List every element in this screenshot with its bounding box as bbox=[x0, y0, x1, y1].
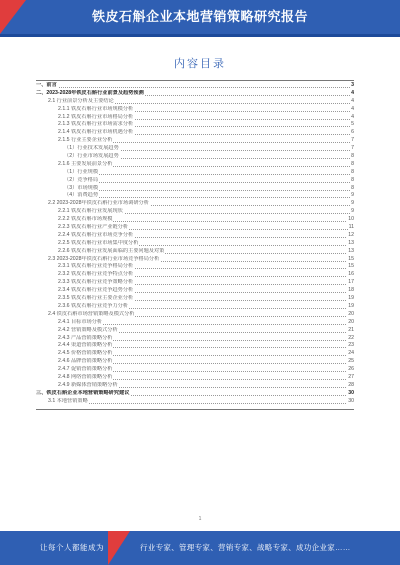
toc-entry-page: 30 bbox=[348, 397, 354, 404]
toc-entry-text: 2.3.5 铁皮石斛行业主要企业分析 bbox=[58, 295, 134, 302]
toc-entry-page: 11 bbox=[348, 224, 354, 231]
footer-tagline: 行业专家、管理专家、营销专家、战略专家、成功企业家…… bbox=[140, 543, 351, 552]
toc-entry-text: 2.3.1 铁皮石斛行业竞争格局分析 bbox=[58, 263, 134, 270]
toc-entry-text: 2.2.3 铁皮石斛行业产业链分析 bbox=[58, 224, 129, 231]
toc-entry-text: 2.2.6 铁皮石斛行业发展面临的主要问题及对策 bbox=[58, 247, 165, 254]
toc-row[interactable] bbox=[36, 137, 354, 145]
toc-entry-page: 9 bbox=[351, 200, 354, 207]
toc-entry-page: 23 bbox=[348, 342, 354, 349]
toc-entry-page: 25 bbox=[348, 358, 354, 365]
toc-entry-page: 24 bbox=[348, 350, 354, 357]
toc-row[interactable] bbox=[36, 342, 354, 350]
toc-entry-page: 13 bbox=[348, 239, 354, 246]
table-of-contents bbox=[36, 82, 354, 406]
toc-row[interactable] bbox=[36, 216, 354, 224]
toc-entry-page: 19 bbox=[348, 302, 354, 309]
toc-entry-text: 2.4.4 渠道营销策略分析 bbox=[58, 342, 113, 349]
toc-row[interactable] bbox=[36, 319, 354, 327]
toc-row[interactable] bbox=[36, 327, 354, 335]
toc-entry-page: 7 bbox=[351, 145, 354, 152]
toc-row[interactable] bbox=[36, 192, 354, 200]
toc-entry-page: 19 bbox=[348, 295, 354, 302]
toc-entry-text: （2）竞争格局 bbox=[64, 176, 99, 183]
toc-entry-text: 2.2 2023-2028年铁皮石斛行业市场调研分析 bbox=[48, 200, 149, 207]
toc-row[interactable] bbox=[36, 114, 354, 122]
toc-entry-page: 22 bbox=[348, 334, 354, 341]
toc-row[interactable] bbox=[36, 232, 354, 240]
toc-entry-text: 2.2.1 铁皮石斛行业发展现状 bbox=[58, 208, 123, 215]
toc-row[interactable] bbox=[36, 145, 354, 153]
toc-entry-page: 20 bbox=[348, 310, 354, 317]
toc-entry-page: 28 bbox=[348, 381, 354, 388]
toc-entry-text: 2.3 2023-2028年铁皮石斛行业市场竞争格局分析 bbox=[48, 255, 160, 262]
toc-entry-text: （1）行业规模 bbox=[64, 168, 99, 175]
toc-entry-text: 2.4.3 产品营销策略分析 bbox=[58, 334, 113, 341]
toc-entry-page: 13 bbox=[348, 247, 354, 254]
toc-entry-page: 10 bbox=[348, 216, 354, 223]
toc-entry-page: 8 bbox=[351, 160, 354, 167]
toc-row[interactable] bbox=[36, 374, 354, 382]
toc-entry-page: 9 bbox=[351, 192, 354, 199]
toc-entry-text: 2.1.1 铁皮石斛行业市场规模分析 bbox=[58, 105, 134, 112]
toc-row[interactable] bbox=[36, 366, 354, 374]
toc-entry-page: 4 bbox=[351, 97, 354, 104]
toc-row[interactable] bbox=[36, 82, 354, 90]
toc-entry-text: 2.1.5 行业主要企业分析 bbox=[58, 137, 113, 144]
toc-entry-page: 20 bbox=[348, 318, 354, 325]
toc-row[interactable] bbox=[36, 303, 354, 311]
toc-entry-page: 18 bbox=[348, 287, 354, 294]
toc-row[interactable] bbox=[36, 279, 354, 287]
toc-entry-text: 2.3.3 铁皮石斛行业竞争策略分析 bbox=[58, 279, 134, 286]
toc-entry-text: （1）行业技术发展趋势 bbox=[64, 145, 119, 152]
toc-row[interactable] bbox=[36, 358, 354, 366]
toc-entry-text: 2.3.6 铁皮石斛行业竞争力分析 bbox=[58, 302, 129, 309]
toc-row[interactable] bbox=[36, 398, 354, 406]
toc-entry-text: （2）行业市场发展趋势 bbox=[64, 153, 119, 160]
toc-entry-page: 27 bbox=[348, 373, 354, 380]
toc-row[interactable] bbox=[36, 224, 354, 232]
toc-heading: 内容目录 bbox=[174, 58, 226, 70]
toc-row[interactable] bbox=[36, 271, 354, 279]
toc-entry-page: 8 bbox=[351, 176, 354, 183]
report-title: 铁皮石斛企业本地营销策略研究报告 bbox=[91, 9, 308, 24]
toc-entry-text: 2.2.2 铁皮石斛市场规模 bbox=[58, 216, 113, 223]
toc-row[interactable] bbox=[36, 208, 354, 216]
toc-entry-page: 8 bbox=[351, 153, 354, 160]
toc-entry-page: 17 bbox=[348, 279, 354, 286]
toc-entry-text: 2.1.4 铁皮石斛行业市场机遇分析 bbox=[58, 129, 134, 136]
toc-entry-page: 4 bbox=[351, 113, 354, 120]
toc-row[interactable] bbox=[36, 382, 354, 390]
toc-entry-page: 30 bbox=[348, 389, 354, 396]
toc-entry-text: 2.4.7 促销营销策略分析 bbox=[58, 366, 113, 373]
toc-entry-text: 2.4 铁皮石斛市场营销策略及模式分析 bbox=[48, 310, 135, 317]
toc-leader-dots bbox=[64, 197, 354, 198]
footer-slogan: 让每个人都能成为 bbox=[40, 543, 104, 552]
toc-entry-text: 2.4.1 目标市场分析 bbox=[58, 318, 103, 325]
toc-entry-text: 2.4.5 价格营销策略分析 bbox=[58, 350, 113, 357]
toc-entry-page: 4 bbox=[351, 89, 354, 96]
toc-row[interactable] bbox=[36, 169, 354, 177]
toc-entry-text: 2.1.3 铁皮石斛行业市场需求分析 bbox=[58, 121, 134, 128]
toc-leader-dots bbox=[36, 87, 354, 88]
toc-entry-text: 2.3.4 铁皮石斛行业竞争趋势分析 bbox=[58, 287, 134, 294]
toc-row[interactable] bbox=[36, 200, 354, 208]
toc-entry-text: （3）市场规模 bbox=[64, 184, 99, 191]
toc-entry-page: 21 bbox=[348, 326, 354, 333]
toc-row[interactable] bbox=[36, 390, 354, 398]
toc-entry-page: 5 bbox=[351, 121, 354, 128]
toc-row[interactable] bbox=[36, 153, 354, 161]
toc-entry-text: 2.4.6 品牌营销策略分析 bbox=[58, 358, 113, 365]
toc-row[interactable] bbox=[36, 295, 354, 303]
toc-row[interactable] bbox=[36, 185, 354, 193]
toc-entry-text: 2.4.2 营销策略及模式分析 bbox=[58, 326, 118, 333]
toc-bottom-rule bbox=[36, 409, 354, 410]
toc-entry-text: 三、铁皮石斛企业本地营销策略研究建议 bbox=[36, 389, 130, 396]
toc-row[interactable] bbox=[36, 240, 354, 248]
toc-entry-text: 2.4.9 新媒体营销策略分析 bbox=[58, 381, 118, 388]
toc-entry-page: 4 bbox=[351, 105, 354, 112]
toc-entry-text: 2.1.2 铁皮石斛行业市场格局分析 bbox=[58, 113, 134, 120]
toc-entry-text: （4）消费趋势 bbox=[64, 192, 99, 199]
toc-row[interactable] bbox=[36, 350, 354, 358]
toc-row[interactable] bbox=[36, 121, 354, 129]
toc-row[interactable] bbox=[36, 129, 354, 137]
toc-entry-page: 15 bbox=[348, 255, 354, 262]
footer-red-accent bbox=[108, 531, 130, 565]
toc-row[interactable] bbox=[36, 287, 354, 295]
toc-row[interactable] bbox=[36, 90, 354, 98]
toc-leader-dots bbox=[64, 190, 354, 191]
toc-entry-page: 8 bbox=[351, 168, 354, 175]
toc-entry-text: 二、2023-2028年铁皮石斛行业前景及趋势预测 bbox=[36, 89, 144, 96]
page-number: 1 bbox=[198, 516, 202, 522]
toc-entry-text: 2.1.6 主要发展前景分析 bbox=[58, 160, 113, 167]
toc-row[interactable] bbox=[36, 106, 354, 114]
toc-entry-text: 3.1 本地营销策略 bbox=[48, 397, 88, 404]
header-underline bbox=[0, 34, 400, 37]
toc-entry-page: 9 bbox=[351, 208, 354, 215]
toc-entry-text: 2.3.2 铁皮石斛行业竞争特点分析 bbox=[58, 271, 134, 278]
toc-entry-page: 3 bbox=[351, 82, 354, 88]
toc-entry-text: 2.2.5 铁皮石斛行业市场集中度分析 bbox=[58, 239, 139, 246]
toc-leader-dots bbox=[64, 182, 354, 183]
toc-row[interactable] bbox=[36, 248, 354, 256]
toc-entry-text: 一、前言 bbox=[36, 82, 57, 88]
toc-entry-text: 2.2.4 铁皮石斛行业市场竞争分析 bbox=[58, 231, 134, 238]
toc-entry-page: 26 bbox=[348, 366, 354, 373]
toc-row[interactable] bbox=[36, 161, 354, 169]
toc-entry-page: 16 bbox=[348, 271, 354, 278]
toc-entry-text: 2.4.8 网络营销策略分析 bbox=[58, 373, 113, 380]
toc-entry-page: 15 bbox=[348, 263, 354, 270]
toc-row[interactable] bbox=[36, 98, 354, 106]
toc-entry-page: 7 bbox=[351, 137, 354, 144]
toc-entry-page: 12 bbox=[348, 231, 354, 238]
toc-top-rule bbox=[36, 80, 354, 81]
toc-entry-page: 8 bbox=[351, 184, 354, 191]
toc-row[interactable] bbox=[36, 256, 354, 264]
toc-row[interactable] bbox=[36, 177, 354, 185]
toc-row[interactable] bbox=[36, 263, 354, 271]
toc-leader-dots bbox=[48, 403, 354, 404]
toc-entry-page: 6 bbox=[351, 129, 354, 136]
toc-leader-dots bbox=[64, 174, 354, 175]
toc-row[interactable] bbox=[36, 335, 354, 343]
toc-entry-text: 2.1 行业前景分析及主要结论 bbox=[48, 97, 114, 104]
toc-row[interactable] bbox=[36, 311, 354, 319]
